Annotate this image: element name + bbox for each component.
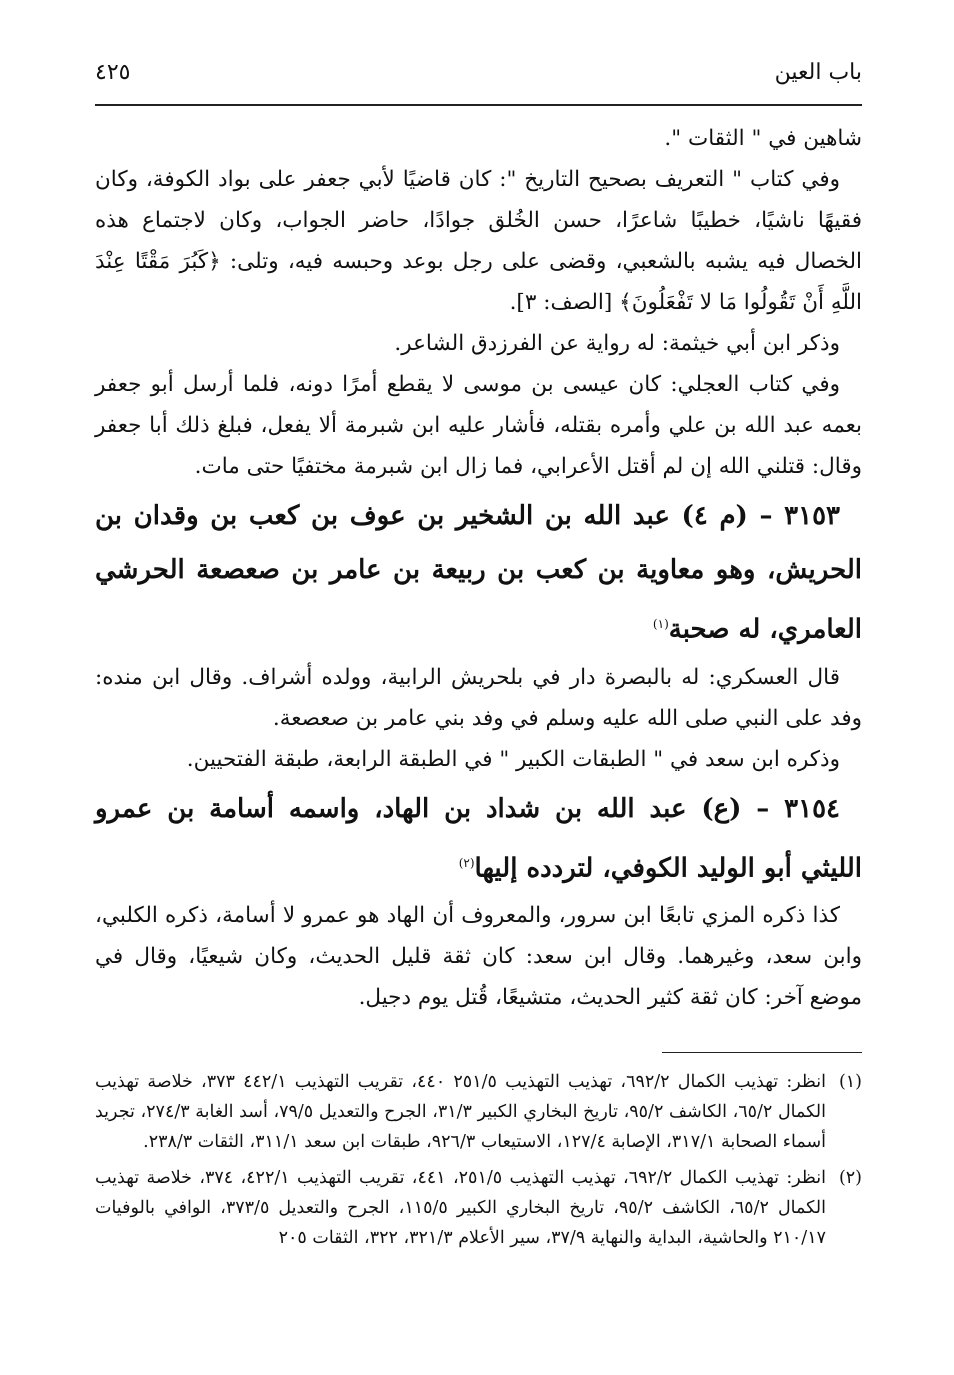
footnote-text: انظر: تهذيب الكمال ٦٩٢/٢، تهذيب التهذيب ٢٥١/٥ ٤٤٠، تقريب التهذيب ٤٤٢/١ ٣٧٣، خلاصة تهذيب الكمال ٦٥/٢، الكاشف ٩٥/٢، تاريخ البخاري الكبير ٣١/٣، الجرح والتعديل ٧٩/٥، أسد الغابة ٢٧٤/٣، تجريد أسماء الصحابة ٣١٧/١، الإصابة ١٢٧/٤، الاستيعاب ٩٢٦/٣، طبقات ابن سعد ٣١١/١، الثقات ٢٣٨/٣. <box>95 1072 826 1153</box>
footnote-number: (٢) <box>838 1168 862 1189</box>
book-page <box>95 60 862 1375</box>
entry-heading-3153 <box>95 489 862 657</box>
page-number: ٤٢٥ <box>95 60 131 85</box>
paragraph: قال العسكري: له بالبصرة دار في بلحريش الرابية، وولده أشراف. وقال ابن منده: وفد على النبي صلى الله عليه وسلم في وفد بني عامر بن صعصعة. <box>95 664 862 731</box>
paragraph: وذكره ابن سعد في " الطبقات الكبير " في الطبقة الرابعة، طبقة الفتحيين. <box>186 746 840 772</box>
footnotes <box>95 1067 862 1253</box>
paragraph: وفي كتاب " التعريف بصحيح التاريخ ": كان قاضيًا لأبي جعفر على بواد الكوفة، وكان فقيهًا ناشيًا، خطيبًا شاعرًا، حسن الخُلق جوادًا، حاضر الجواب، وكان لاجتماع هذه الخصال فيه يشبه بالشعبي، وقضى على رجل بوعد وحبسه فيه، وتلى: ﴿كَبُرَ مَقْتًا عِنْدَ اللَّهِ أَنْ تَقُولُوا مَا لا تَفْعَلُونَ﴾ [الصف: ٣]. <box>95 167 862 315</box>
paragraph: وفي كتاب العجلي: كان عيسى بن موسى لا يقطع أمرًا دونه، فلما أرسل أبو جعفر بعمه عبد الله بن علي وأمره بقتله، فأشار عليه ابن شبرمة ألا يفعل، فبلغ ذلك أبا جعفر وقال: قتلني الله إن لم أقتل الأعرابي، فما زال ابن شبرمة مختفيًا حتى مات. <box>95 372 862 479</box>
paragraph: شاهين في " الثقات ". <box>664 126 862 151</box>
entry-heading-text: ٣١٥٤ – (ع) عبد الله بن شداد بن الهاد، واسمه أسامة بن عمرو الليثي أبو الوليد الكوفي، لتردده إليها <box>95 793 862 884</box>
footnote <box>95 1163 862 1253</box>
footnote-ref[interactable]: (١) <box>652 617 669 631</box>
paragraph: وذكر ابن أبي خيثمة: له رواية عن الفرزدق الشاعر. <box>394 331 840 356</box>
footnote-text: انظر: تهذيب الكمال ٦٩٢/٢، تهذيب التهذيب ٢٥١/٥، ٤٤١، تقريب التهذيب ٤٢٢/١، ٣٧٤، خلاصة تهذيب الكمال ٦٥/٢، الكاشف ٩٥/٢، تاريخ البخاري الكبير ١١٥/٥، الجرح والتعديل ٣٧٣/٥، الوافي بالوفيات ٢١٠/١٧ والحاشية، البداية والنهاية ٣٧/٩، سير الأعلام ٣٢١/٣، ٣٢٢، الثقات ٢٠٥ <box>95 1168 826 1249</box>
footnote-number: (١) <box>838 1072 862 1093</box>
main-text <box>95 118 862 1018</box>
paragraph: كذا ذكره المزي تابعًا ابن سرور، والمعروف أن الهاد هو عمرو لا أسامة، ذكره الكلبي، وابن سعد، وغيرهما. وقال ابن سعد: كان ثقة قليل الحديث، وكان شيعيًا، وقال في موضع آخر: كان ثقة كثير الحديث، متشيعًا، قُتل يوم دجيل. <box>95 903 862 1011</box>
footnote-separator <box>662 1052 862 1053</box>
chapter-title: باب العين <box>774 60 862 85</box>
entry-heading-text: ٣١٥٣ – (م ٤) عبد الله بن الشخير بن عوف بن كعب بن وقدان بن الحريش، وهو معاوية بن كعب بن ربيعة بن عامر بن صعصعة الحرشي العامري، له صحبة <box>95 501 862 645</box>
footnote <box>95 1067 862 1157</box>
entry-heading-3154 <box>95 782 862 896</box>
footnote-ref[interactable]: (٢) <box>458 855 475 870</box>
running-header <box>95 60 862 106</box>
